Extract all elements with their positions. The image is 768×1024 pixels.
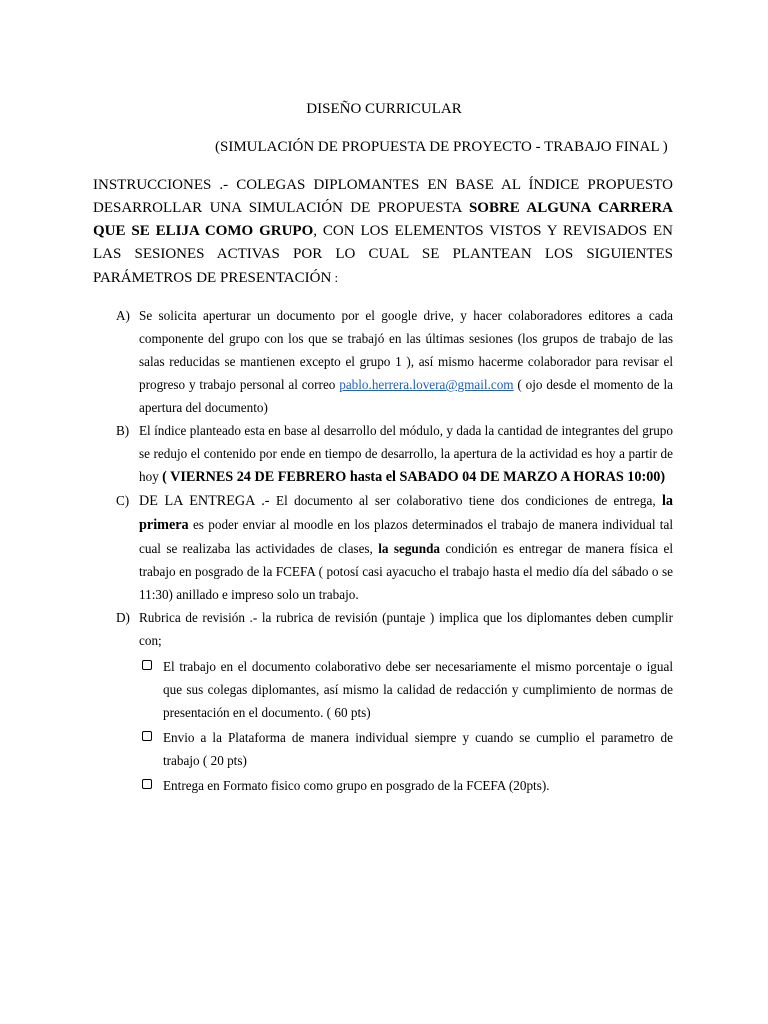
checklist-item (116, 655, 673, 724)
item-d-lead: Rubrica de revisión .- (139, 610, 262, 625)
instructions-lead: INSTRUCCIONES .- COLEGAS DIPLOMANTES EN BASE AL ÍNDICE PROPUESTO DESARROLLAR UNA SIMULACIÓN DE PROPUESTA (93, 177, 673, 216)
rubric-checklist (116, 655, 673, 797)
instructions-end: : (331, 270, 339, 285)
document-subtitle: (SIMULACIÓN DE PROPUESTA DE PROYECTO - TRABAJO FINAL ) (215, 139, 668, 155)
checklist-item (116, 726, 673, 772)
item-c-text3: condición es entregar de manera física el trabajo en posgrado de la FCEFA ( potosí casi ayacucho el trabajo hasta el medio día del sábado o se 11:30) anillado e impreso solo un trabajo. (139, 541, 674, 602)
item-b-dates: ( VIERNES 24 DE FEBRERO hasta el SABADO 04 DE MARZO A HORAS 10:00) (162, 469, 666, 485)
item-label: A) (116, 308, 130, 323)
instructions-list (116, 304, 673, 799)
checkbox-icon[interactable] (142, 660, 152, 670)
item-c-text1: El documento al ser colaborativo tiene dos condiciones de entrega, (276, 493, 662, 508)
list-item-a (116, 304, 673, 419)
instructions-paragraph (93, 174, 673, 290)
checkbox-icon[interactable] (142, 779, 152, 789)
document-title: DISEÑO CURRICULAR (306, 101, 462, 117)
checklist-text: Entrega en Formato fisico como grupo en posgrado de la FCEFA (20pts). (163, 778, 550, 793)
item-c-bold1: la primera (139, 493, 673, 533)
list-item-b (116, 419, 673, 489)
item-d-text1: la rubrica de revisión (puntaje ) implica que los diplomantes deben cumplir con; (139, 610, 673, 648)
item-label: D) (116, 610, 130, 625)
instructions-bold: SOBRE ALGUNA CARRERA QUE SE ELIJA COMO GRUPO (93, 200, 673, 239)
item-a-text2: ( ojo desde el momento de la apertura del documento) (139, 377, 673, 415)
email-link[interactable]: pablo.herrera.lovera@gmail.com (339, 377, 514, 392)
item-c-text2: es poder enviar al moodle en los plazos determinados el trabajo de manera individual tal cual se realizaba las actividades de clases, (139, 517, 673, 556)
item-label: B) (116, 423, 130, 438)
checklist-text: El trabajo en el documento colaborativo debe ser necesariamente el mismo porcentaje o igual que sus colegas diplomantes, así mismo la calidad de redacción y cumplimiento de normas de presentación en el documento. ( 60 pts) (163, 659, 673, 720)
item-c-bold2: la segunda (378, 541, 441, 556)
item-c-lead: DE LA ENTREGA .- (139, 493, 277, 509)
checkbox-icon[interactable] (142, 731, 152, 741)
instructions-rest: , CON LOS ELEMENTOS VISTOS Y REVISADOS EN LAS SESIONES ACTIVAS POR LO CUAL SE PLANTEAN LOS SIGUIENTES PARÁMETROS DE PRESENTACIÓN (93, 223, 673, 286)
item-label: C) (116, 493, 130, 508)
item-a-text1: Se solicita aperturar un documento por el google drive, y hacer colaboradores editores a cada componente del grupo con los que se trabajó en las últimas sesiones (los grupos de trabajo de las salas reducidas se mantienen excepto el grupo 1 ), así mismo hacerme colaborador para revisar el progreso y trabajo personal al correo (139, 308, 673, 392)
list-item-c (116, 489, 673, 606)
list-item-d (116, 606, 673, 652)
item-b-text1: El índice planteado esta en base al desarrollo del módulo, y dada la cantidad de integrantes del grupo se redujo el contenido por ende en tiempo de desarrollo, la apertura de la actividad es hoy a partir de hoy (139, 423, 673, 484)
checklist-item (116, 774, 673, 797)
checklist-text: Envio a la Plataforma de manera individual siempre y cuando se cumplio el parametro de trabajo ( 20 pts) (163, 730, 673, 768)
